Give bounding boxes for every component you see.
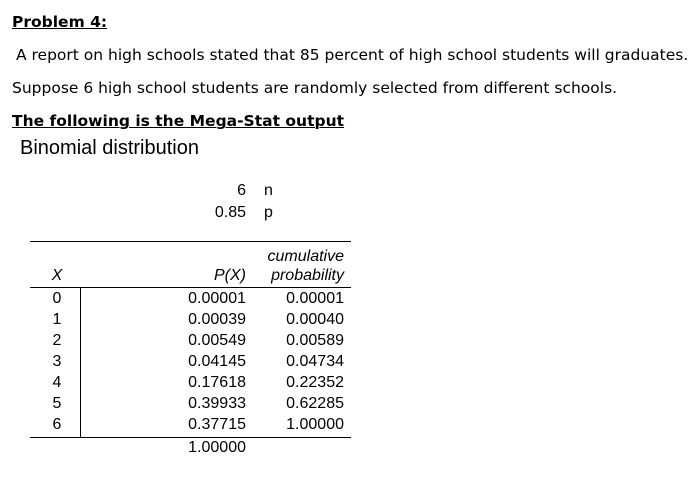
problem-statement-line-1: A report on high schools stated that 85 percent of high school students will graduates. <box>16 46 689 64</box>
table-top-rule <box>30 241 351 242</box>
output-heading-link[interactable]: output <box>285 112 345 130</box>
cell-px: 0.00001 <box>188 290 246 307</box>
cell-cumulative: 0.00589 <box>286 332 344 349</box>
cell-x: 5 <box>52 395 62 412</box>
param-n-label: n <box>264 182 273 199</box>
cell-x: 0 <box>52 290 62 307</box>
table-column-divider <box>80 288 81 438</box>
cell-px: 0.17618 <box>188 374 246 391</box>
cell-cumulative: 0.00040 <box>286 311 344 328</box>
table-header-rule <box>30 287 351 288</box>
cell-cumulative: 0.00001 <box>286 290 344 307</box>
cell-cumulative: 1.00000 <box>286 416 344 433</box>
cell-px: 0.04145 <box>188 353 246 370</box>
problem-title: Problem 4: <box>12 13 108 31</box>
col-header-cumulative: cumulative <box>267 248 344 265</box>
problem-statement-line-2: Suppose 6 high school students are randomly selected from different schools. <box>12 79 618 97</box>
cell-x: 3 <box>52 353 62 370</box>
cell-cumulative: 0.22352 <box>286 374 344 391</box>
param-n-value: 6 <box>237 182 246 199</box>
cell-cumulative: 0.04734 <box>286 353 344 370</box>
distribution-title: Binomial distribution <box>20 137 199 159</box>
cell-px: 0.00549 <box>188 332 246 349</box>
cell-x: 4 <box>52 374 62 391</box>
col-header-x: X <box>51 267 63 284</box>
cell-x: 6 <box>52 416 62 433</box>
cell-px: 0.39933 <box>188 395 246 412</box>
output-heading-text: The following is the Mega-Stat <box>12 112 286 130</box>
param-p-value: 0.85 <box>214 204 246 221</box>
col-header-px: P(X) <box>214 267 246 284</box>
col-header-probability: probability <box>271 267 344 284</box>
cell-px: 0.37715 <box>188 416 246 433</box>
output-heading <box>12 112 344 130</box>
table-bottom-rule <box>30 437 351 438</box>
cell-x: 1 <box>52 311 62 328</box>
cell-x: 2 <box>52 332 62 349</box>
cell-px: 0.00039 <box>188 311 246 328</box>
cell-cumulative: 0.62285 <box>286 395 344 412</box>
param-p-label: p <box>264 204 273 221</box>
px-total: 1.00000 <box>188 439 246 456</box>
